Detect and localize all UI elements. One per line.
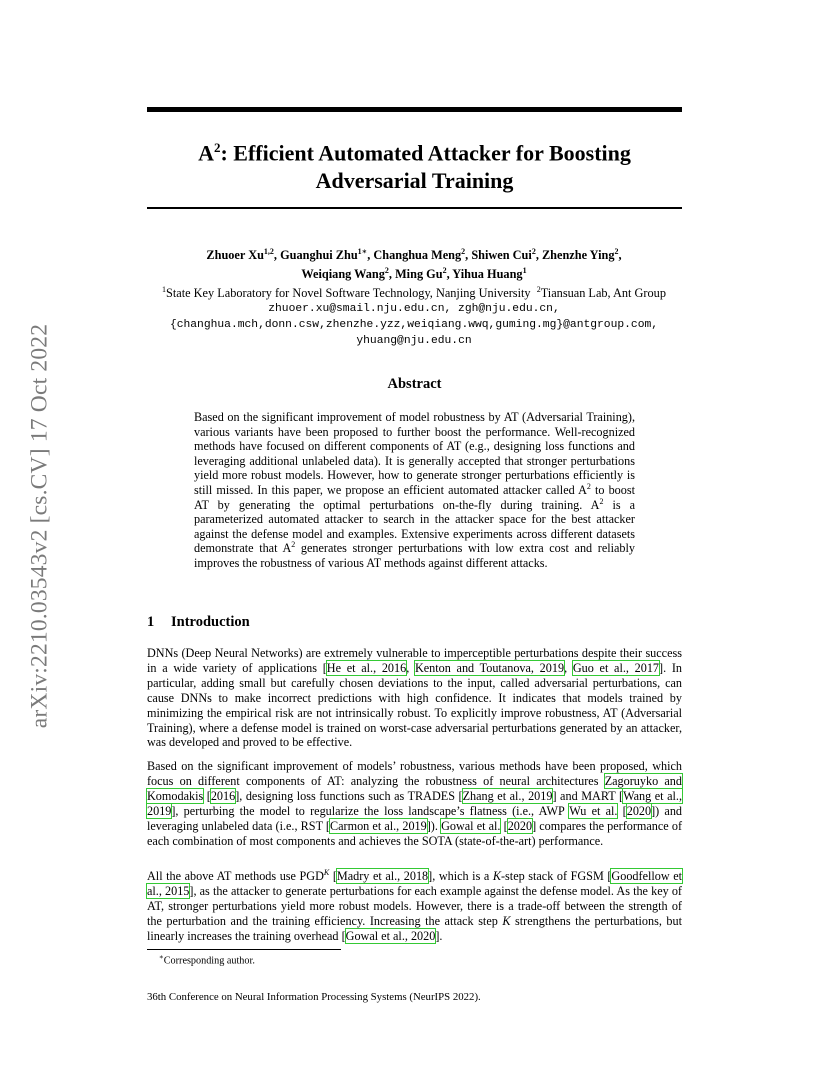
abstract-sup-2: 2 bbox=[599, 496, 604, 506]
author-8: Yihua Huang bbox=[452, 267, 523, 282]
title-line2: Adversarial Training bbox=[315, 168, 514, 194]
citation-link[interactable]: Wang et al., 2019 bbox=[147, 788, 682, 818]
p2-text-5: ]) and leveraging unlabeled data (i.e., RST [ bbox=[147, 803, 683, 833]
author-3-sup: 2 bbox=[461, 247, 466, 256]
citation-link[interactable]: 2020 bbox=[507, 818, 533, 833]
intro-paragraph-1 bbox=[147, 646, 682, 750]
footnote-rule bbox=[147, 949, 341, 950]
citation-link[interactable]: He et al., 2016 bbox=[326, 660, 407, 675]
abstract-sup-3: 2 bbox=[291, 540, 296, 550]
title-line1: : Efficient Automated Attacker for Boosting bbox=[220, 140, 631, 166]
aff2-sup: 2 bbox=[536, 285, 541, 295]
p2-sep-5: [ bbox=[617, 803, 627, 818]
p3-text-1: All the above AT methods use PGD bbox=[147, 869, 324, 883]
arxiv-stamp-text: arXiv:2210.03543v2 [cs.CV] 17 Oct 2022 bbox=[26, 323, 53, 729]
paper-title bbox=[147, 134, 682, 195]
citation-link[interactable]: Zhang et al., 2019 bbox=[462, 788, 553, 803]
abstract-body bbox=[194, 410, 635, 571]
abstract-text-3: is a parameterized automated attacker to search in the attacker space for the best attacker against the defense model and examples. Extensive experiments across different datasets demonstrate that A bbox=[194, 497, 635, 556]
aff1-sup: 1 bbox=[162, 285, 167, 295]
citation-link[interactable]: Zagoruyko and Komodakis bbox=[147, 773, 682, 803]
p1-text-2: ]. In particular, adding small but carefully chosen deviations to the input, called adversarial perturbations, can cause DNNs to make incorrect predictions with high confidence. It indicates that models trained by minimizing the empirical risk are not intrinsically robust. To explicitly improve robustness, AT (Adversarial Training), where a defense model is trained on worst-case adversarial perturbations generated by an attacker, was developed and proved to be effective. bbox=[147, 660, 682, 750]
p3-text-4: -step stack of FGSM [ bbox=[501, 869, 612, 883]
author-names: Zhuoer Xu$^{1,2}$, Guanghui Zhu$^{1∗}$, Changhua Meng$^2$, Shiwen Cui$^2$, Zhenzhe Ying$^2$, Weiqiang Wang$^2$, Ming Gu$^2$, Yihua Huang$^1$ bbox=[206, 247, 622, 282]
p3-text-2: [ bbox=[329, 869, 337, 883]
p2-sep-1: [ bbox=[203, 788, 211, 803]
citation-link[interactable]: Gowal et al. bbox=[441, 818, 501, 833]
author-6-sup: 2 bbox=[384, 266, 389, 276]
author-2-sup: 1∗ bbox=[357, 247, 368, 256]
section-heading-introduction bbox=[147, 614, 250, 631]
p3-text-7: ]. bbox=[435, 928, 443, 943]
author-7-sup: 2 bbox=[442, 266, 447, 276]
intro-paragraph-2 bbox=[147, 759, 682, 848]
abstract-text-1: Based on the significant improvement of model robustness by AT (Adversarial Training), various variants have been proposed to further boost the performance. Well-recognized methods have focused on different components of AT (e.g., designing loss functions and leveraging additional unlabeled data). It is generally accepted that stronger perturbations yield more robust models. However, how to generate stronger perturbations efficiently is still missed. In this paper, we propose an efficient automated attacker called A bbox=[194, 410, 635, 497]
p2-text-4: ], perturbing the model to regularize the loss landscape’s flatness (i.e., AWP bbox=[171, 803, 570, 818]
intro-paragraph-3 bbox=[147, 869, 682, 944]
author-5-sup: 2 bbox=[614, 247, 619, 256]
p2-text-7: ] compares the performance of each combination of most components and achieves the SOTA (state-of-the-art) performance. bbox=[147, 818, 682, 848]
citation-link[interactable]: Carmon et al., 2019 bbox=[330, 818, 427, 833]
author-1-sup: 1,2 bbox=[263, 247, 274, 256]
p2-text-2: ], designing loss functions such as TRADES [ bbox=[235, 788, 463, 803]
citation-link[interactable]: Madry et al., 2018 bbox=[336, 869, 429, 883]
footnote bbox=[159, 953, 255, 966]
title-rule-top bbox=[147, 107, 682, 112]
citation-link[interactable]: Kenton and Toutanova, 2019 bbox=[414, 660, 565, 675]
abstract-sup-1: 2 bbox=[586, 481, 591, 491]
author-7: Ming Gu bbox=[395, 267, 443, 282]
author-3: Changhua Meng bbox=[373, 248, 462, 263]
affiliation-1: State Key Laboratory for Novel Software Technology, Nanjing University bbox=[166, 286, 531, 301]
p3-text-6: strengthens the perturbations, but linearly increases the training overhead [ bbox=[147, 913, 683, 943]
footnote-text: Corresponding author. bbox=[163, 955, 255, 967]
conference-note: 36th Conference on Neural Information Processing Systems (NeurIPS 2022). bbox=[147, 991, 481, 1003]
footnote-mark: ∗ bbox=[159, 953, 164, 961]
section-title: Introduction bbox=[171, 614, 250, 630]
section-number: 1 bbox=[147, 614, 155, 630]
p3-text-3: ], which is a bbox=[428, 869, 493, 883]
pgd-k-sup: K bbox=[323, 867, 330, 877]
citation-link[interactable]: 2016 bbox=[210, 788, 236, 803]
author-4-sup: 2 bbox=[531, 247, 536, 256]
citation-link[interactable]: Guo et al., 2017 bbox=[572, 660, 660, 675]
email-line-2: {changhua.mch,donn.csw,zhenzhe.yzz,weiqiang.wwq,guming.mg}@antgroup.com, bbox=[169, 319, 659, 332]
author-5: Zhenzhe Ying bbox=[541, 248, 615, 263]
title-prefix: A bbox=[198, 140, 214, 166]
email-line-1: zhuoer.xu@smail.nju.edu.cn, zgh@nju.edu.cn, bbox=[268, 303, 560, 316]
p2-sep-8: [ bbox=[500, 818, 508, 833]
title-sup: 2 bbox=[213, 140, 221, 155]
p1-sep-2: , bbox=[564, 660, 573, 675]
email-line-3: yhuang@nju.edu.cn bbox=[356, 335, 472, 348]
p2-text-6: ]). bbox=[426, 818, 442, 833]
k-variable: K bbox=[492, 869, 501, 883]
arxiv-stamp bbox=[20, 286, 60, 766]
p1-sep-1: , bbox=[406, 660, 415, 675]
author-6: Weiqiang Wang bbox=[301, 267, 385, 282]
affiliation-2: Tiansuan Lab, Ant Group bbox=[540, 286, 666, 301]
citation-link[interactable]: 2020 bbox=[626, 803, 652, 818]
author-8-sup: 1 bbox=[522, 266, 527, 276]
title-rule-bottom bbox=[147, 207, 682, 209]
affiliations bbox=[110, 282, 718, 301]
abstract-text-2: to boost AT by generating the optimal perturbations on-the-fly during training. A bbox=[194, 482, 635, 512]
author-block bbox=[110, 244, 718, 349]
abstract-text-4: generates stronger perturbations with low extra cost and reliably improves the robustness of various AT methods against different attacks. bbox=[194, 541, 636, 570]
abstract-heading: Abstract bbox=[387, 376, 442, 392]
p2-text-3: ] and MART [ bbox=[552, 788, 624, 803]
p2-text-1: Based on the significant improvement of models’ robustness, various methods have been proposed, which focus on different components of AT: analyzing the robustness of neural architectures bbox=[147, 759, 682, 788]
author-1: Zhuoer Xu bbox=[206, 248, 264, 263]
p1-text-1: DNNs (Deep Neural Networks) are extremely vulnerable to imperceptible perturbations despite their success in a wide variety of applications [ bbox=[147, 646, 682, 675]
citation-link[interactable]: Wu et al. bbox=[569, 803, 618, 818]
author-2: Guanghui Zhu bbox=[280, 248, 358, 263]
p3-text-5: ], as the attacker to generate perturbations for each example against the defense model. As the key of AT, stronger perturbations yield more robust models. However, there is a trade-off between the strength of the perturbation and the training efficiency. Increasing the attack step bbox=[147, 883, 682, 928]
author-4: Shiwen Cui bbox=[471, 248, 532, 263]
k-variable: K bbox=[502, 913, 511, 928]
citation-link[interactable]: Goodfellow et al., 2015 bbox=[147, 869, 683, 898]
citation-link[interactable]: Gowal et al., 2020 bbox=[345, 928, 436, 943]
